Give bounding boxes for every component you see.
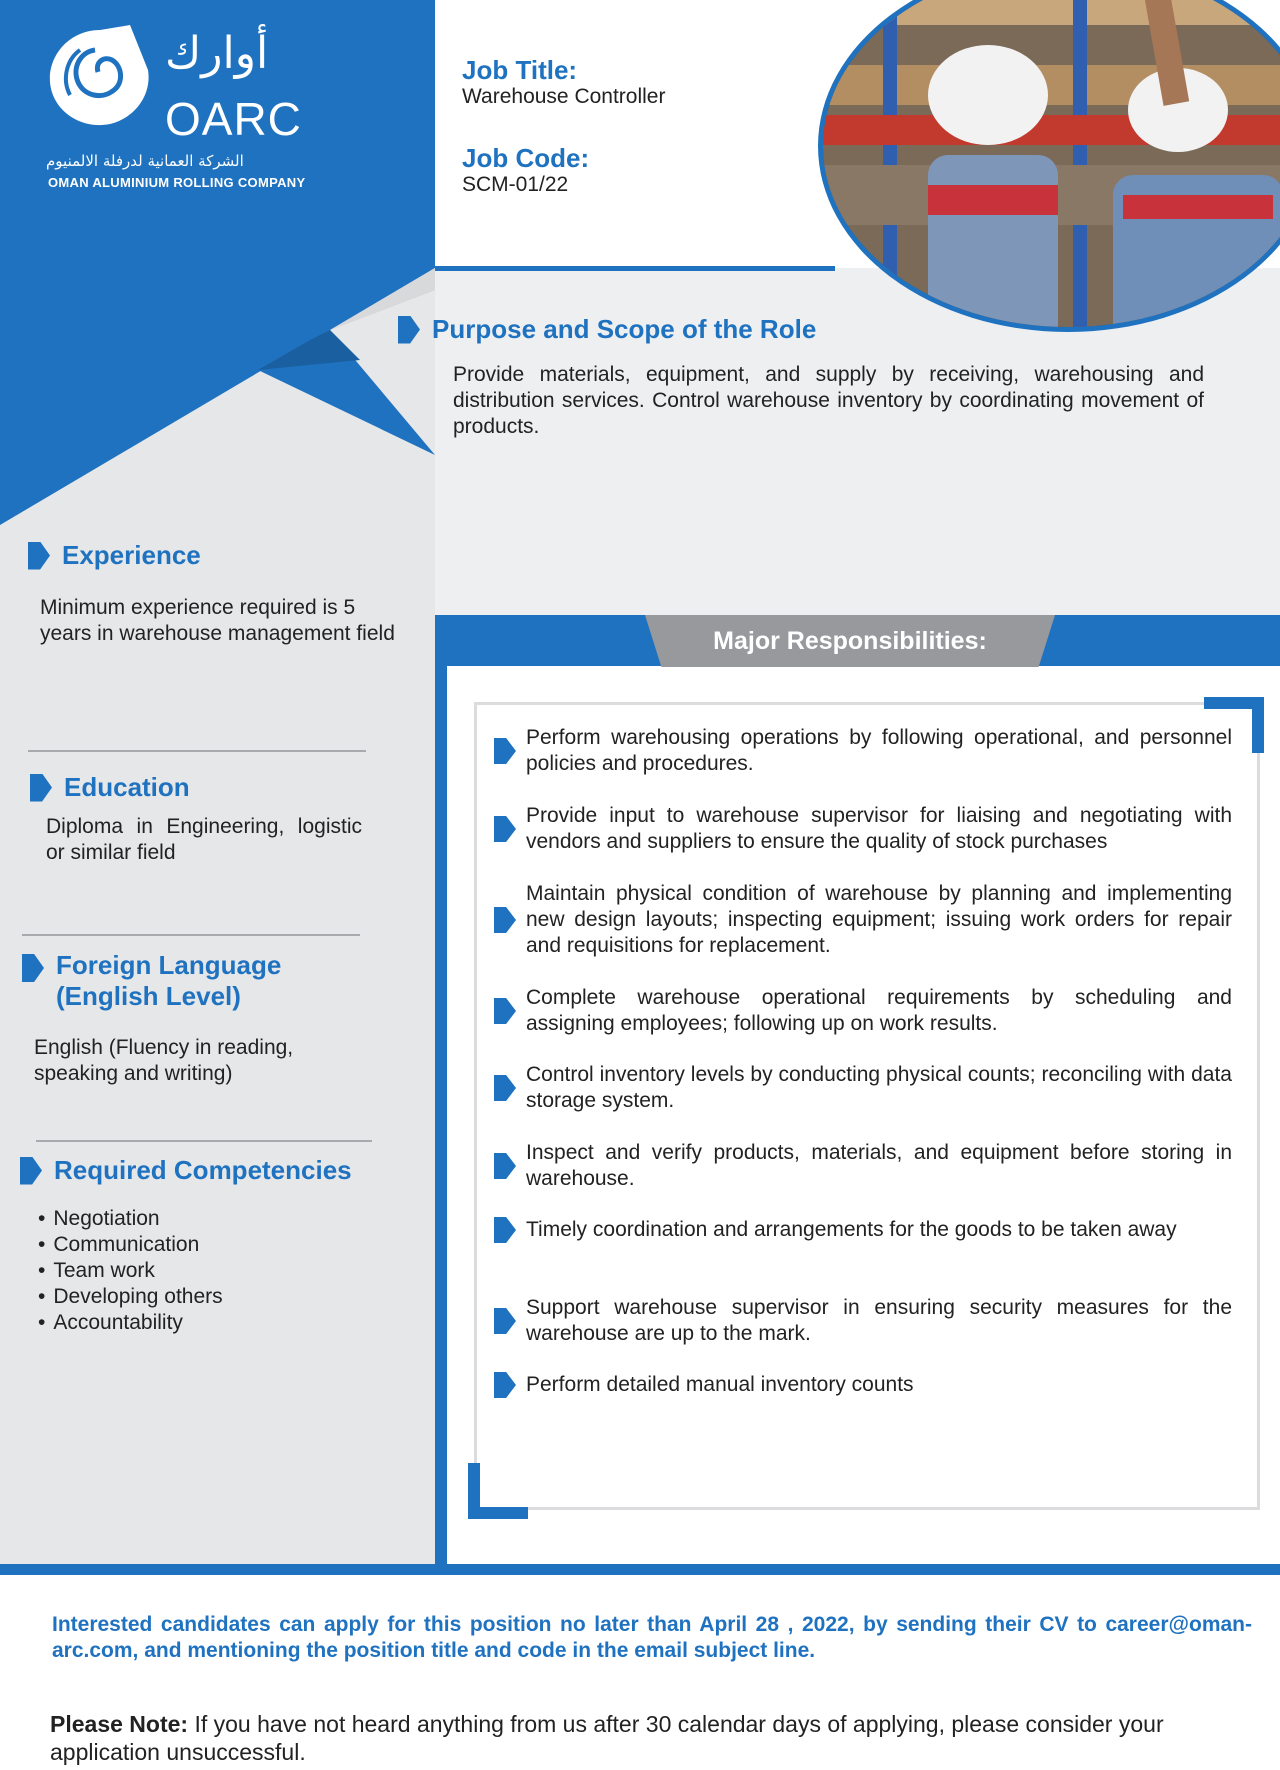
responsibility-text: Control inventory levels by conducting physical counts; reconciling with data storage system. <box>526 1063 1232 1112</box>
arrow-icon <box>494 907 516 933</box>
purpose-text: Provide materials, equipment, and supply by receiving, warehousing and distribution services. Control warehouse inventory by coordinating movement of products. <box>453 363 1204 438</box>
footer-divider <box>0 1564 1280 1575</box>
arrow-icon <box>494 1217 516 1243</box>
list-item: • Developing others <box>38 1284 223 1310</box>
responsibilities-heading: Major Responsibilities: <box>713 626 987 655</box>
application-instructions: Interested candidates can apply for this position no later than April 28 , 2022, by sending their CV to career@oman-arc.com, and mentioning the position title and code in the email subject line. <box>52 1613 1252 1662</box>
list-item <box>494 1295 1232 1347</box>
list-item: • Communication <box>38 1232 223 1258</box>
list-item <box>494 725 1232 777</box>
purpose-heading <box>398 314 816 345</box>
company-name-arabic: الشركة العمانية لدرفلة الالمنيوم <box>46 152 244 170</box>
competencies-heading-text: Required Competencies <box>54 1155 352 1185</box>
arrow-icon <box>22 954 44 982</box>
arrow-icon <box>398 316 420 344</box>
experience-text: Minimum experience required is 5 years in warehouse management field <box>40 596 395 645</box>
education-heading <box>30 772 190 803</box>
list-item <box>494 985 1232 1037</box>
list-item: • Team work <box>38 1258 223 1284</box>
job-title-value: Warehouse Controller <box>462 85 666 108</box>
responsibility-text: Perform detailed manual inventory counts <box>526 1373 914 1396</box>
job-code-label: Job Code: <box>462 143 590 173</box>
list-item <box>494 1062 1232 1114</box>
list-item <box>494 1372 1232 1398</box>
education-heading-text: Education <box>64 772 190 802</box>
language-heading <box>22 950 281 1012</box>
note-label: Please Note: <box>50 1711 189 1737</box>
arrow-icon <box>28 542 50 570</box>
responsibility-text: Perform warehousing operations by following operational, and personnel policies and procedures. <box>526 726 1232 775</box>
responsibility-text: Provide input to warehouse supervisor for liaising and negotiating with vendors and suppliers to ensure the quality of stock purchases <box>526 804 1232 853</box>
arrow-icon <box>494 1308 516 1334</box>
divider <box>22 934 360 936</box>
competencies-list <box>38 1206 223 1336</box>
list-item <box>494 803 1232 855</box>
list-item: • Accountability <box>38 1310 223 1336</box>
responsibility-text: Timely coordination and arrangements for the goods to be taken away <box>526 1218 1177 1241</box>
arrow-icon <box>494 998 516 1024</box>
experience-heading-text: Experience <box>62 540 201 570</box>
job-title-label: Job Title: <box>462 55 578 85</box>
list-item <box>494 881 1232 959</box>
purpose-heading-text: Purpose and Scope of the Role <box>432 314 817 344</box>
please-note <box>50 1710 1255 1766</box>
company-name-english: OMAN ALUMINIUM ROLLING COMPANY <box>48 175 306 190</box>
list-item <box>494 1140 1232 1192</box>
list-item: • Negotiation <box>38 1206 223 1232</box>
arrow-icon <box>494 816 516 842</box>
responsibility-text: Inspect and verify products, materials, and equipment before storing in warehouse. <box>526 1141 1232 1190</box>
language-heading-line2: (English Level) <box>56 981 241 1011</box>
responsibility-text: Complete warehouse operational requirements by scheduling and assigning employees; following up on work results. <box>526 986 1232 1035</box>
responsibility-text: Maintain physical condition of warehouse by planning and implementing new design layouts; inspecting equipment; issuing work orders for repair and requisitions for replacement. <box>526 882 1232 957</box>
language-heading-line1: Foreign Language <box>56 950 282 980</box>
arrow-icon <box>494 1372 516 1398</box>
job-code-value: SCM-01/22 <box>462 173 569 196</box>
arrow-icon <box>30 774 52 802</box>
language-text: English (Fluency in reading, speaking and writing) <box>34 1036 294 1085</box>
brand-name-arabic: أوارك <box>165 28 269 79</box>
list-item <box>494 1217 1232 1243</box>
divider <box>435 266 835 271</box>
competencies-heading <box>20 1155 352 1186</box>
responsibility-text: Support warehouse supervisor in ensuring security measures for the warehouse are up to the mark. <box>526 1296 1232 1345</box>
divider <box>28 750 366 752</box>
note-text: If you have not heard anything from us after 30 calendar days of applying, please consider your application unsuccessful. <box>50 1711 1164 1765</box>
brand-name-latin: OARC <box>165 93 302 145</box>
arrow-icon <box>494 1075 516 1101</box>
corner-bracket-icon <box>468 1463 528 1519</box>
arrow-icon <box>20 1157 42 1185</box>
education-text: Diploma in Engineering, logistic or similar field <box>46 815 362 864</box>
oarc-logo-icon <box>40 20 160 135</box>
arrow-icon <box>494 738 516 764</box>
arrow-icon <box>494 1153 516 1179</box>
experience-heading <box>28 540 201 571</box>
divider <box>36 1140 372 1142</box>
